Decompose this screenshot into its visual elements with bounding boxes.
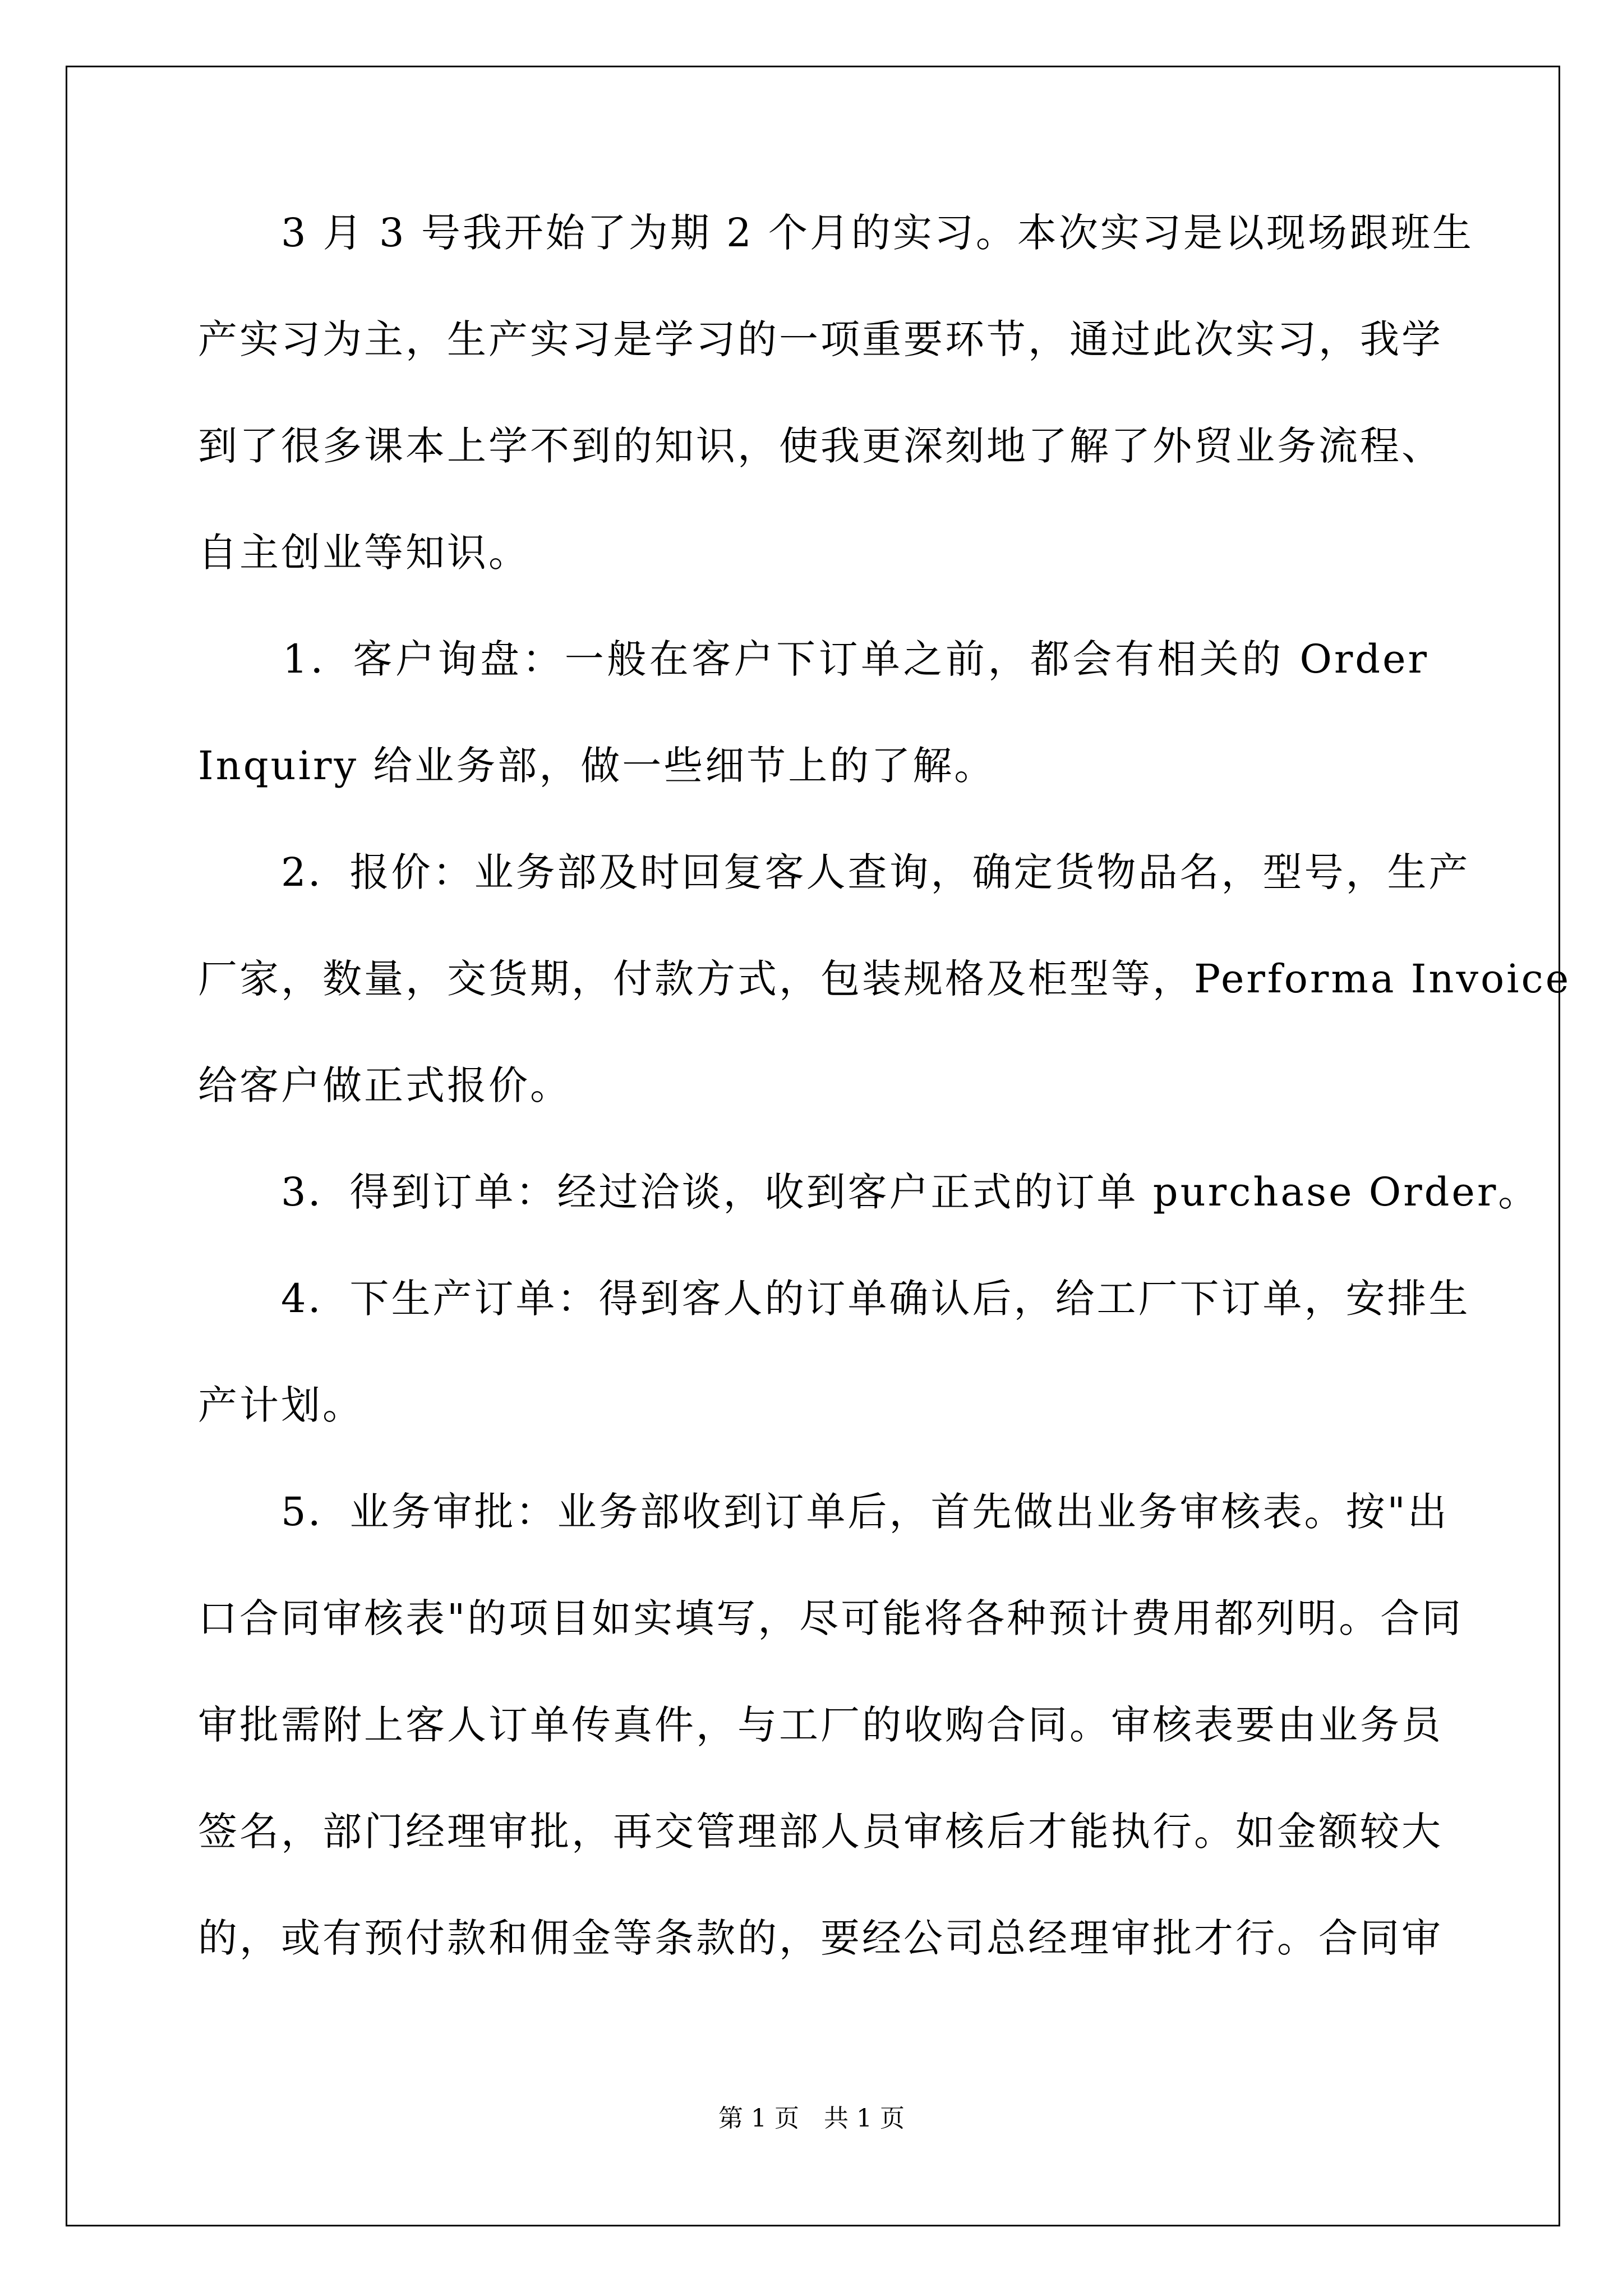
text-line: 2．报价：业务部及时回复客人查询，确定货物品名，型号，生产 <box>198 849 1470 895</box>
text-line: 4．下生产订单：得到客人的订单确认后，给工厂下订单，安排生 <box>198 1276 1470 1322</box>
text-line: 自主创业等知识。 <box>198 530 530 576</box>
text-line: 厂家，数量，交货期，付款方式，包装规格及柜型等，Performa Invoice <box>198 956 1571 1002</box>
text-line: 到了很多课本上学不到的知识，使我更深刻地了解了外贸业务流程、 <box>198 423 1443 469</box>
text-line: 的，或有预付款和佣金等条款的，要经公司总经理审批才行。合同审 <box>198 1915 1443 1961</box>
text-line: 产实习为主，生产实习是学习的一项重要环节，通过此次实习，我学 <box>198 316 1443 362</box>
page-border <box>66 66 1571 2226</box>
text-line: 3．得到订单：经过洽谈，收到客户正式的订单 purchase Order。 <box>198 1169 1540 1215</box>
text-line: 5．业务审批：业务部收到订单后，首先做出业务审核表。按"出 <box>198 1489 1449 1535</box>
text-line: Inquiry 给业务部，做一些细节上的了解。 <box>198 743 996 789</box>
text-line: 3 月 3 号我开始了为期 2 个月的实习。本次实习是以现场跟班生 <box>198 210 1474 256</box>
page-footer: 第 1 页 共 1 页 <box>718 2104 905 2133</box>
text-line: 签名，部门经理审批，再交管理部人员审核后才能执行。如金额较大 <box>198 1809 1443 1855</box>
text-line: 1．客户询盘：一般在客户下订单之前，都会有相关的 Order <box>198 636 1429 682</box>
text-line: 产计划。 <box>198 1382 364 1428</box>
text-line: 给客户做正式报价。 <box>198 1062 571 1108</box>
text-line: 审批需附上客人订单传真件，与工厂的收购合同。审核表要由业务员 <box>198 1702 1443 1748</box>
text-line: 口合同审核表"的项目如实填写，尽可能将各种预计费用都列明。合同 <box>198 1595 1464 1641</box>
